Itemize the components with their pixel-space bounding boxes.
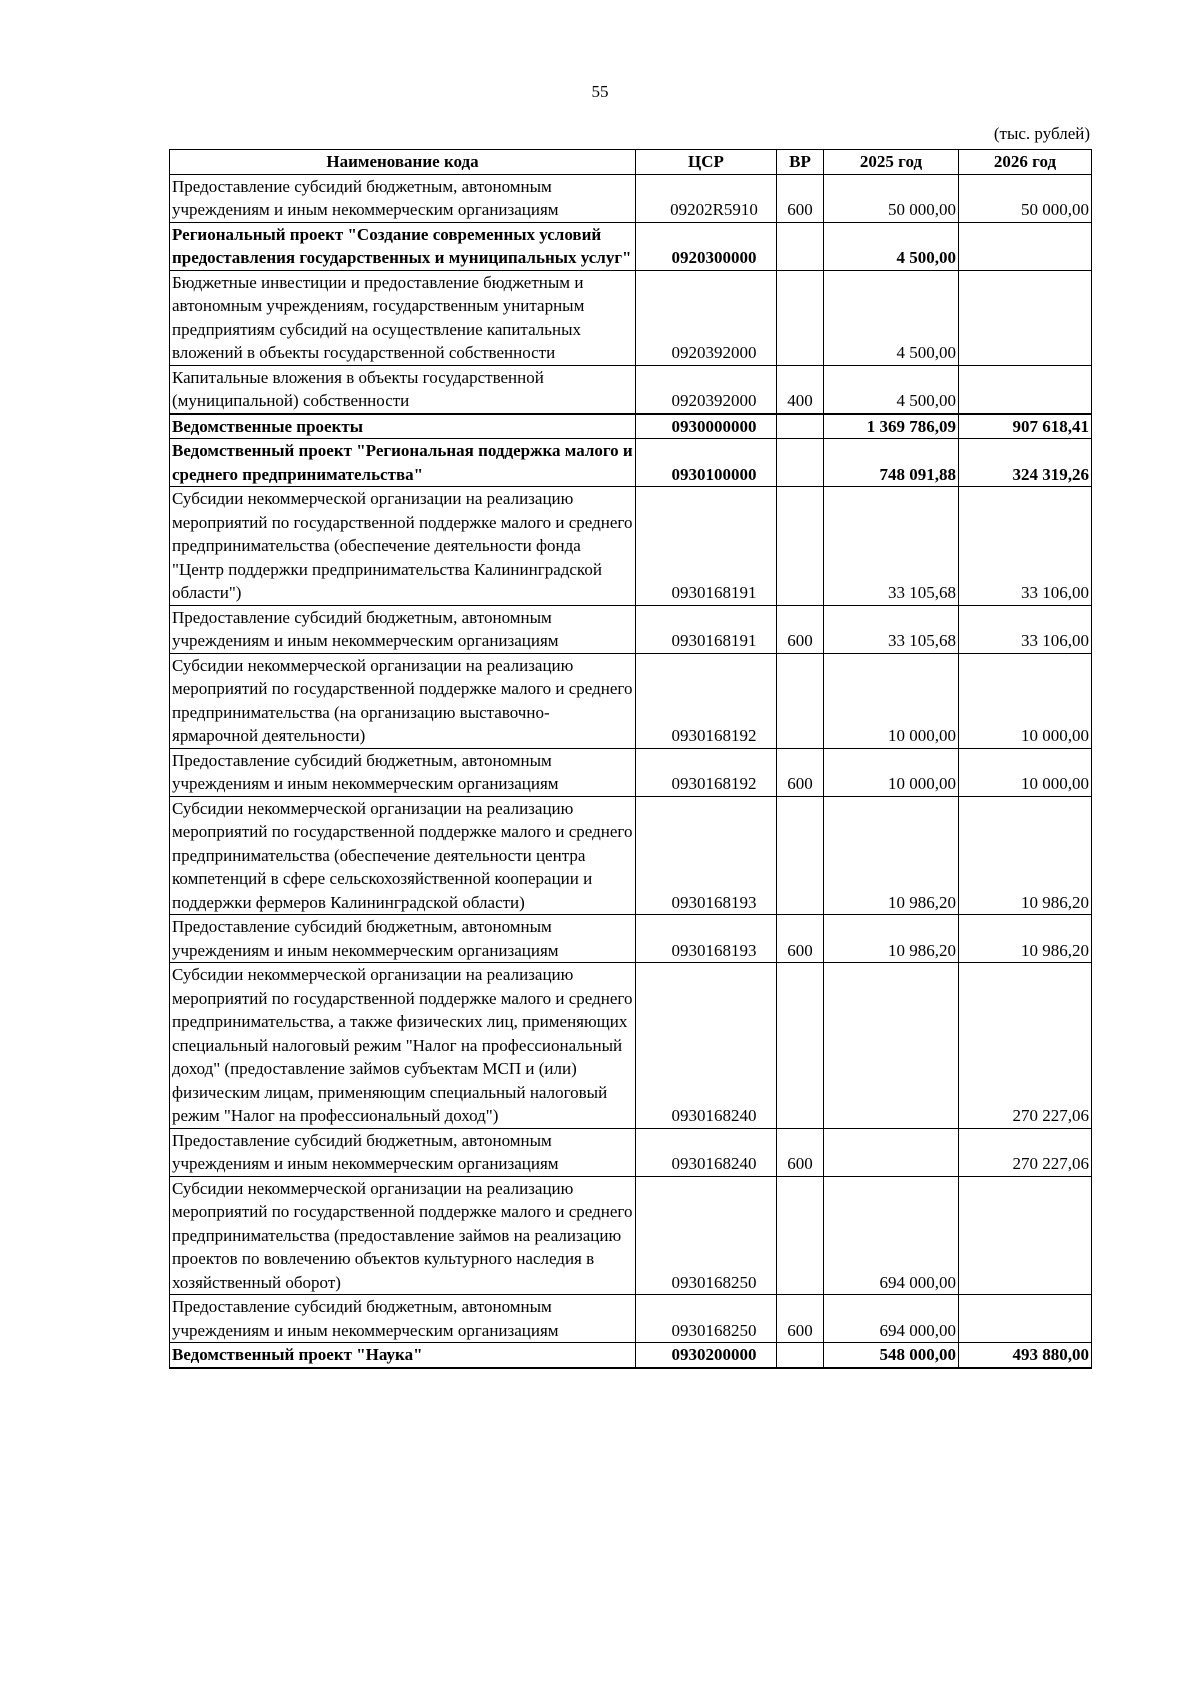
cell-name: Предоставление субсидий бюджетным, автономным учреждениям и иным некоммерческим организациям xyxy=(170,605,636,653)
cell-2026 xyxy=(959,1176,1092,1295)
cell-2025: 10 986,20 xyxy=(824,915,959,963)
cell-2026 xyxy=(959,365,1092,414)
cell-vr xyxy=(777,1343,824,1368)
cell-csr: 0930168193 xyxy=(636,796,777,915)
cell-2026: 10 986,20 xyxy=(959,796,1092,915)
cell-2025: 10 000,00 xyxy=(824,748,959,796)
cell-2025: 33 105,68 xyxy=(824,605,959,653)
header-2025: 2025 год xyxy=(824,150,959,175)
cell-vr xyxy=(777,796,824,915)
cell-vr: 600 xyxy=(777,1128,824,1176)
cell-2025: 694 000,00 xyxy=(824,1176,959,1295)
cell-name: Субсидии некоммерческой организации на реализацию мероприятий по государственной поддержке малого и среднего предпринимательства (обеспечение деятельности фонда "Центр поддержки предпринимательства Калининградской области") xyxy=(170,487,636,606)
cell-csr: 0930168192 xyxy=(636,653,777,748)
cell-2025: 548 000,00 xyxy=(824,1343,959,1368)
cell-vr: 600 xyxy=(777,174,824,222)
cell-csr: 0930200000 xyxy=(636,1343,777,1368)
cell-2026: 270 227,06 xyxy=(959,1128,1092,1176)
table-row xyxy=(170,1295,1092,1343)
cell-vr: 600 xyxy=(777,605,824,653)
cell-2026: 10 000,00 xyxy=(959,653,1092,748)
cell-name: Региональный проект "Создание современных условий предоставления государственных и муниципальных услуг" xyxy=(170,222,636,270)
cell-name: Субсидии некоммерческой организации на реализацию мероприятий по государственной поддержке малого и среднего предпринимательства, а также физических лиц, применяющих специальный налоговый режим "Налог на профессиональный доход" (предоставление займов субъектам МСП и (или) физическим лицам, применяющим специальный налоговый режим "Налог на профессиональный доход") xyxy=(170,963,636,1129)
cell-csr: 0930168240 xyxy=(636,963,777,1129)
cell-name: Бюджетные инвестиции и предоставление бюджетным и автономным учреждениям, государственным унитарным предприятиям субсидий на осуществление капитальных вложений в объекты государственной собственности xyxy=(170,270,636,365)
cell-vr xyxy=(777,487,824,606)
cell-vr xyxy=(777,414,824,439)
cell-csr: 0930100000 xyxy=(636,439,777,487)
cell-csr: 0920392000 xyxy=(636,365,777,414)
cell-2026 xyxy=(959,1295,1092,1343)
cell-vr xyxy=(777,222,824,270)
cell-vr: 600 xyxy=(777,748,824,796)
table-row xyxy=(170,653,1092,748)
cell-2026: 33 106,00 xyxy=(959,605,1092,653)
cell-2025 xyxy=(824,1128,959,1176)
table-row xyxy=(170,270,1092,365)
table-row xyxy=(170,915,1092,963)
cell-name: Субсидии некоммерческой организации на реализацию мероприятий по государственной поддержке малого и среднего предпринимательства (предоставление займов на реализацию проектов по вовлечению объектов культурного наследия в хозяйственный оборот) xyxy=(170,1176,636,1295)
cell-2025: 4 500,00 xyxy=(824,270,959,365)
cell-vr: 400 xyxy=(777,365,824,414)
cell-csr: 0930168240 xyxy=(636,1128,777,1176)
cell-2025: 1 369 786,09 xyxy=(824,414,959,439)
cell-2026: 270 227,06 xyxy=(959,963,1092,1129)
cell-csr: 0930168250 xyxy=(636,1295,777,1343)
cell-2026: 907 618,41 xyxy=(959,414,1092,439)
cell-2025 xyxy=(824,963,959,1129)
cell-2025: 4 500,00 xyxy=(824,365,959,414)
cell-2026: 50 000,00 xyxy=(959,174,1092,222)
cell-2026 xyxy=(959,222,1092,270)
cell-csr: 0920300000 xyxy=(636,222,777,270)
cell-name: Предоставление субсидий бюджетным, автономным учреждениям и иным некоммерческим организациям xyxy=(170,1295,636,1343)
table-row xyxy=(170,174,1092,222)
cell-csr: 0930000000 xyxy=(636,414,777,439)
table-row xyxy=(170,487,1092,606)
cell-name: Предоставление субсидий бюджетным, автономным учреждениям и иным некоммерческим организациям xyxy=(170,748,636,796)
header-vr: ВР xyxy=(777,150,824,175)
cell-csr: 0920392000 xyxy=(636,270,777,365)
cell-2026: 33 106,00 xyxy=(959,487,1092,606)
cell-name: Ведомственный проект "Региональная поддержка малого и среднего предпринимательства" xyxy=(170,439,636,487)
cell-vr: 600 xyxy=(777,915,824,963)
cell-2025: 10 000,00 xyxy=(824,653,959,748)
table-header-row xyxy=(170,150,1092,175)
cell-csr: 0930168191 xyxy=(636,605,777,653)
cell-name: Предоставление субсидий бюджетным, автономным учреждениям и иным некоммерческим организациям xyxy=(170,174,636,222)
cell-vr xyxy=(777,653,824,748)
cell-2025: 748 091,88 xyxy=(824,439,959,487)
header-2026: 2026 год xyxy=(959,150,1092,175)
cell-2025: 694 000,00 xyxy=(824,1295,959,1343)
cell-2026: 493 880,00 xyxy=(959,1343,1092,1368)
cell-name: Субсидии некоммерческой организации на реализацию мероприятий по государственной поддержке малого и среднего предпринимательства (обеспечение деятельности центра компетенций в сфере сельскохозяйственной кооперации и поддержки фермеров Калининградской области) xyxy=(170,796,636,915)
cell-name: Предоставление субсидий бюджетным, автономным учреждениям и иным некоммерческим организациям xyxy=(170,1128,636,1176)
cell-csr: 0930168250 xyxy=(636,1176,777,1295)
table-row xyxy=(170,748,1092,796)
cell-2025: 33 105,68 xyxy=(824,487,959,606)
cell-2026: 10 000,00 xyxy=(959,748,1092,796)
cell-vr xyxy=(777,439,824,487)
table-row xyxy=(170,439,1092,487)
cell-csr: 0930168192 xyxy=(636,748,777,796)
cell-name: Субсидии некоммерческой организации на реализацию мероприятий по государственной поддержке малого и среднего предпринимательства (на организацию выставочно-ярмарочной деятельности) xyxy=(170,653,636,748)
cell-2025: 50 000,00 xyxy=(824,174,959,222)
cell-2026: 324 319,26 xyxy=(959,439,1092,487)
cell-vr xyxy=(777,270,824,365)
table-body xyxy=(170,174,1092,1368)
header-csr: ЦСР xyxy=(636,150,777,175)
table-row xyxy=(170,1343,1092,1368)
cell-csr: 0930168191 xyxy=(636,487,777,606)
cell-csr: 09202R5910 xyxy=(636,174,777,222)
budget-table xyxy=(169,149,1092,1369)
table-row xyxy=(170,414,1092,439)
cell-vr xyxy=(777,1176,824,1295)
cell-2025: 10 986,20 xyxy=(824,796,959,915)
cell-name: Предоставление субсидий бюджетным, автономным учреждениям и иным некоммерческим организациям xyxy=(170,915,636,963)
cell-csr: 0930168193 xyxy=(636,915,777,963)
table-row xyxy=(170,796,1092,915)
cell-vr xyxy=(777,963,824,1129)
units-label: (тыс. рублей) xyxy=(993,124,1090,143)
table-row xyxy=(170,1176,1092,1295)
table-row xyxy=(170,963,1092,1129)
cell-2025: 4 500,00 xyxy=(824,222,959,270)
table-row xyxy=(170,1128,1092,1176)
cell-name: Ведомственный проект "Наука" xyxy=(170,1343,636,1368)
table-row xyxy=(170,605,1092,653)
table-row xyxy=(170,222,1092,270)
page-number: 55 xyxy=(591,82,609,101)
cell-name: Ведомственные проекты xyxy=(170,414,636,439)
cell-2026 xyxy=(959,270,1092,365)
header-name: Наименование кода xyxy=(170,150,636,175)
cell-2026: 10 986,20 xyxy=(959,915,1092,963)
table-row xyxy=(170,365,1092,414)
cell-vr: 600 xyxy=(777,1295,824,1343)
cell-name: Капитальные вложения в объекты государственной (муниципальной) собственности xyxy=(170,365,636,414)
